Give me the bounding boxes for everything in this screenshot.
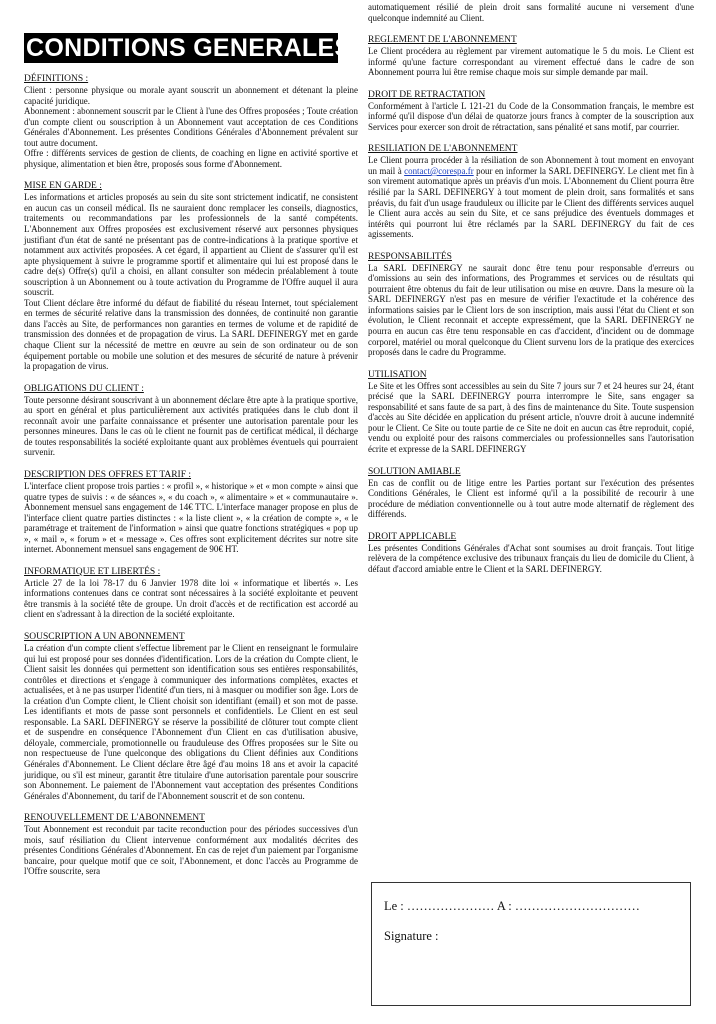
page-title: CONDITIONS GENERALES	[26, 34, 352, 62]
section-heading: INFORMATIQUE ET LIBERTÉS :	[24, 566, 161, 577]
paragraph: Abonnement : abonnement souscrit par le Client à l'une des Offres proposées ; Toute création d'un compte client ou souscription à un Abonnement vaut acceptation de ces Conditions Générales d'Abonnement. Les présentes Conditions Générales d'Abonnement prévalent sur tout autre document.	[24, 106, 358, 148]
right-column	[368, 0, 694, 574]
paragraph: Conformément à l'article L 121-21 du Code de la Consommation français, le membre est informé qu'il dispose d'un délai de quatorze jours francs à compter de la souscription aux Services pour exercer son droit de rétractation, sans pénalité et sans motif, par courrier.	[368, 100, 694, 132]
section-souscription	[24, 632, 358, 801]
paragraph: La SARL DEFINERGY ne saurait donc être tenu pour responsable d'erreurs ou d'omissions au sein des informations, des Programmes et services ou de résultats qui pourraient être obtenus du fait de leur utilisation ou mise en œuvre. Dans la mesure où la SARL DEFINERGY n'est pas en mesure de vérifier l'exactitude et la cohérence des informations saisies par le Client lors de son inscription, mais aussi l'état du Client et son évolution, le Client reconnait et accepte expressément, que la SARL DEFINERGY ne pourra en aucun cas être tenu responsable en cas d'accident, d'incident ou de dommage corporel, matériel ou moral quelconque du Client survenu lors de la pratique des exercices proposés dans le cadre du Programme.	[368, 262, 694, 358]
section-heading: SOUSCRIPTION A UN ABONNEMENT	[24, 631, 185, 642]
section-mise-en-garde	[24, 181, 358, 371]
paragraph: Tout Client déclare être informé du défaut de fiabilité du réseau Internet, tout spécialement en termes de sécurité relative dans la transmission des données, de continuité non garantie dans l'accès au Site, de performances non garanties en termes de volume et de rapidité de transmission des données et de propagation de virus. La SARL DEFINERGY met en garde chaque Client sur la nécessité de mettre en œuvre au sein de son ordinateur ou de son équipement portable ou mobile une solution et des mesures de sécurité de nature à prévenir la propagation de virus.	[24, 297, 358, 372]
section-responsabilites	[368, 252, 694, 358]
paragraph: L'interface client propose trois parties : « profil », « historique » et « mon compte » ainsi que quatre types de suivis : « de séances », « du coach », « alimentaire » et « communautaire ». Abonnement mensuel sans engagement de 14€ TTC. L'interface manager propose en plus de l'interface client quatre parties distinctes : « la liste client », « la création de compte », « le paramétrage et traitement de l'information » ainsi que quatre fonctions stratégiques « pop up », « mail », « forum » et « message ». Ces offres sont explicitement décrites sur notre site internet. Abonnement mensuel sans engagement de 90€ HT.	[24, 480, 358, 555]
section-informatique-libertes	[24, 567, 358, 620]
section-renouvellement	[24, 813, 358, 877]
section-obligations	[24, 384, 358, 458]
continuation-paragraph: automatiquement résilié de plein droit sans formalité aucune ni versement d'une quelconque indemnité au Client.	[368, 2, 694, 23]
section-heading: MISE EN GARDE :	[24, 181, 102, 192]
paragraph: Offre : différents services de gestion de clients, de coaching en ligne en activité sportive et physique, alimentation et bien être, proposés sous forme d'Abonnement.	[24, 148, 358, 169]
date-place-field[interactable]: Le : ………………… A : …………………………	[384, 899, 640, 913]
section-retractation	[368, 90, 694, 133]
section-heading: RENOUVELLEMENT DE L'ABONNEMENT	[24, 813, 205, 824]
section-heading: OBLIGATIONS DU CLIENT :	[24, 383, 144, 394]
paragraph: Article 27 de la loi 78-17 du 6 Janvier 1978 dite loi « informatique et libertés ». Les informations contenues dans ce contrat sont nécessaires à la société exploitante et peuvent être transmis à la société tête de groupe. Un droit d'accès et de rectification est accordé au client en s'adressant à la direction de la société exploitante.	[24, 577, 358, 620]
paragraph-text: Le Client pourra procéder à la résiliation de son Abonnement à tout moment en envoyant un mail à	[368, 155, 694, 176]
contact-email-link[interactable]: contact@corespa.fr	[404, 165, 474, 176]
section-heading: REGLEMENT DE L'ABONNEMENT	[368, 35, 517, 46]
section-heading: DROIT APPLICABLE	[368, 531, 457, 542]
section-heading: UTILISATION	[368, 369, 427, 380]
section-heading: SOLUTION AMIABLE	[368, 466, 461, 477]
section-heading: DROIT DE RETRACTATION	[368, 89, 486, 100]
paragraph: En cas de conflit ou de litige entre les Parties portant sur l'exécution des présentes Conditions Générales, le Client est informé qu'il a la possibilité de recourir à une procédure de médiation conventionnelle ou à tout autre mode alternatif de règlement des différends.	[368, 477, 694, 520]
paragraph: Client : personne physique ou morale ayant souscrit un abonnement et détenant la pleine capacité juridique.	[24, 85, 358, 106]
section-definitions	[24, 74, 358, 169]
section-heading: RESPONSABILITÉS	[368, 251, 452, 262]
paragraph: Les présentes Conditions Générales d'Achat sont soumises au droit français. Tout litige relèvera de la compétence exclusive des tribunaux français du lieu de domicile du Client, à défaut d'accord amiable entre le Client et la SARL DEFINERGY.	[368, 542, 694, 574]
signature-box[interactable]	[371, 882, 691, 1006]
paragraph	[368, 155, 694, 239]
paragraph: Le Client procédera au règlement par virement automatique le 5 du mois. Le Client est informé qu'une facture correspondant au virement effectué dans le cadre de son Abonnement pourra lui être remise chaque mois sur simple demande par mail.	[368, 46, 694, 78]
section-resiliation	[368, 144, 694, 239]
section-reglement	[368, 35, 694, 78]
section-description-offres	[24, 470, 358, 555]
section-heading: DESCRIPTION DES OFFRES ET TARIF :	[24, 469, 192, 480]
section-solution-amiable	[368, 467, 694, 520]
paragraph: Toute personne désirant souscrivant à un abonnement déclare être apte à la pratique sportive, au sport en général et plus particulièrement aux activités pratiquées dans le club dont il reconnaît avoir une parfaite connaissance et présenter une autorisation parentale pour les personnes mineures. Dans le cas où le client ne fournit pas de certificat médical, il décharge de toutes responsabilités la société exploitante quant aux problèmes éventuels qui pourraient survenir.	[24, 394, 358, 458]
signature-field[interactable]: Signature :	[384, 929, 439, 943]
paragraph: La création d'un compte client s'effectue librement par le Client en renseignant le formulaire qui lui est proposé pour ses données d'identification. Lors de la création du Compte client, le Client saisit les données qui permettent son identification sous ses entières responsabilités, contrôles et directions et s'engage à communiquer des informations complètes, exactes et actualisées, et à ne pas usurper l'identité d'un tiers, ni à masquer ou modifier son âge. Lors de la création d'un Compte client, le Client choisit son identifiant (email) et son mot de passe. Les identifiants et mots de passe sont personnels et confidentiels. Le Client en est seul responsable. La SARL DEFINERGY se réserve la possibilité de clôturer tout compte client et de suspendre en conséquence l'Abonnement d'un Client en cas d'utilisation abusive, déloyale, commerciale, promotionnelle ou frauduleuse des Offres proposées sur le Site ou non respectueuse de l'une quelconque des obligations du Client définies aux Conditions Générales d'Abonnement. Le Client déclare être âgé d'au moins 18 ans et avoir la capacité juridique, ou s'il est mineur, garantit être titulaire d'une autorisation parentale pour souscrire son Abonnement. Le paiement de l'Abonnement vaut acceptation des présentes Conditions Générales d'Abonnement, du tarif de l'Abonnement souscrit et de son contenu.	[24, 642, 358, 801]
left-column	[24, 0, 358, 877]
section-heading: RESILIATION DE L'ABONNEMENT	[368, 144, 518, 155]
paragraph: Tout Abonnement est reconduit par tacite reconduction pour des périodes successives d'un mois, sauf résiliation du Client intervenue conformément aux modalités décrites des présentes Conditions Générales d'Abonnement. En cas de rejet d'un paiement par l'organisme bancaire, pour quelque motif que ce soit, l'Abonnement, et donc l'accès au Programme de l'Offre souscrite, sera	[24, 824, 358, 877]
paragraph-text: pour en informer la SARL DEFINERGY. Le client met fin à son virement automatique après un préavis d'un mois. L'Abonnement du Client pourra être résilié par la SARL DEFINERGY à tout moment de plein droit, sans formalités et sans préavis, du fait d'un usage frauduleux ou illicite par le Client des différents services auquel le Client aura accès au sein du Site, et ce sans préjudice des éventuels dommages et intérêts qui pourront lui être réclamés par la SARL DEFINERGY du fait de ces agissements.	[368, 165, 694, 240]
section-droit-applicable	[368, 532, 694, 575]
section-heading: DÉFINITIONS :	[24, 74, 89, 84]
paragraph: Le Site et les Offres sont accessibles au sein du Site 7 jours sur 7 et 24 heures sur 24, étant précisé que la SARL DEFINERGY pourra interrompre le Site, sans engager sa responsabilité et sans faute de sa part, à des fins de maintenance du Site. Toute suspension d'accès au Site décidée en application du présent article, n'ouvre droit à aucune indemnité pour le Client. Ce Site ou toute partie de ce Site ne doit en aucun cas être reproduit, copié, vendu ou exploité pour des raisons commerciales ou professionnelles sans l'autorisation écrite et expresse de la SARL DEFINERGY	[368, 380, 694, 454]
paragraph: Les informations et articles proposés au sein du site sont strictement indicatif, ne consistent en aucun cas un conseil médical. Ils ne sauraient donc remplacer les conseils, diagnostics, traitements ou recommandations par les professionnels de la santé compétents. L'Abonnement aux Offres proposées est exclusivement réservé aux personnes physiques justifiant d'un état de santé ne présentant pas de contre-indications à la pratique sportive et notamment aux activités proposées. A cet égard, il appartient au Client de s'assurer qu'il est apte physiquement à suivre le programme sportif et alimentaire qui lui est proposé dans le cadre de(s) Offre(s) qu'il a choisi, en allant consulter son médecin préalablement à toute souscription à un Abonnement ou à toute activation du Programme de l'Offre auquel il aura souscrit.	[24, 192, 358, 298]
section-utilisation	[368, 370, 694, 455]
